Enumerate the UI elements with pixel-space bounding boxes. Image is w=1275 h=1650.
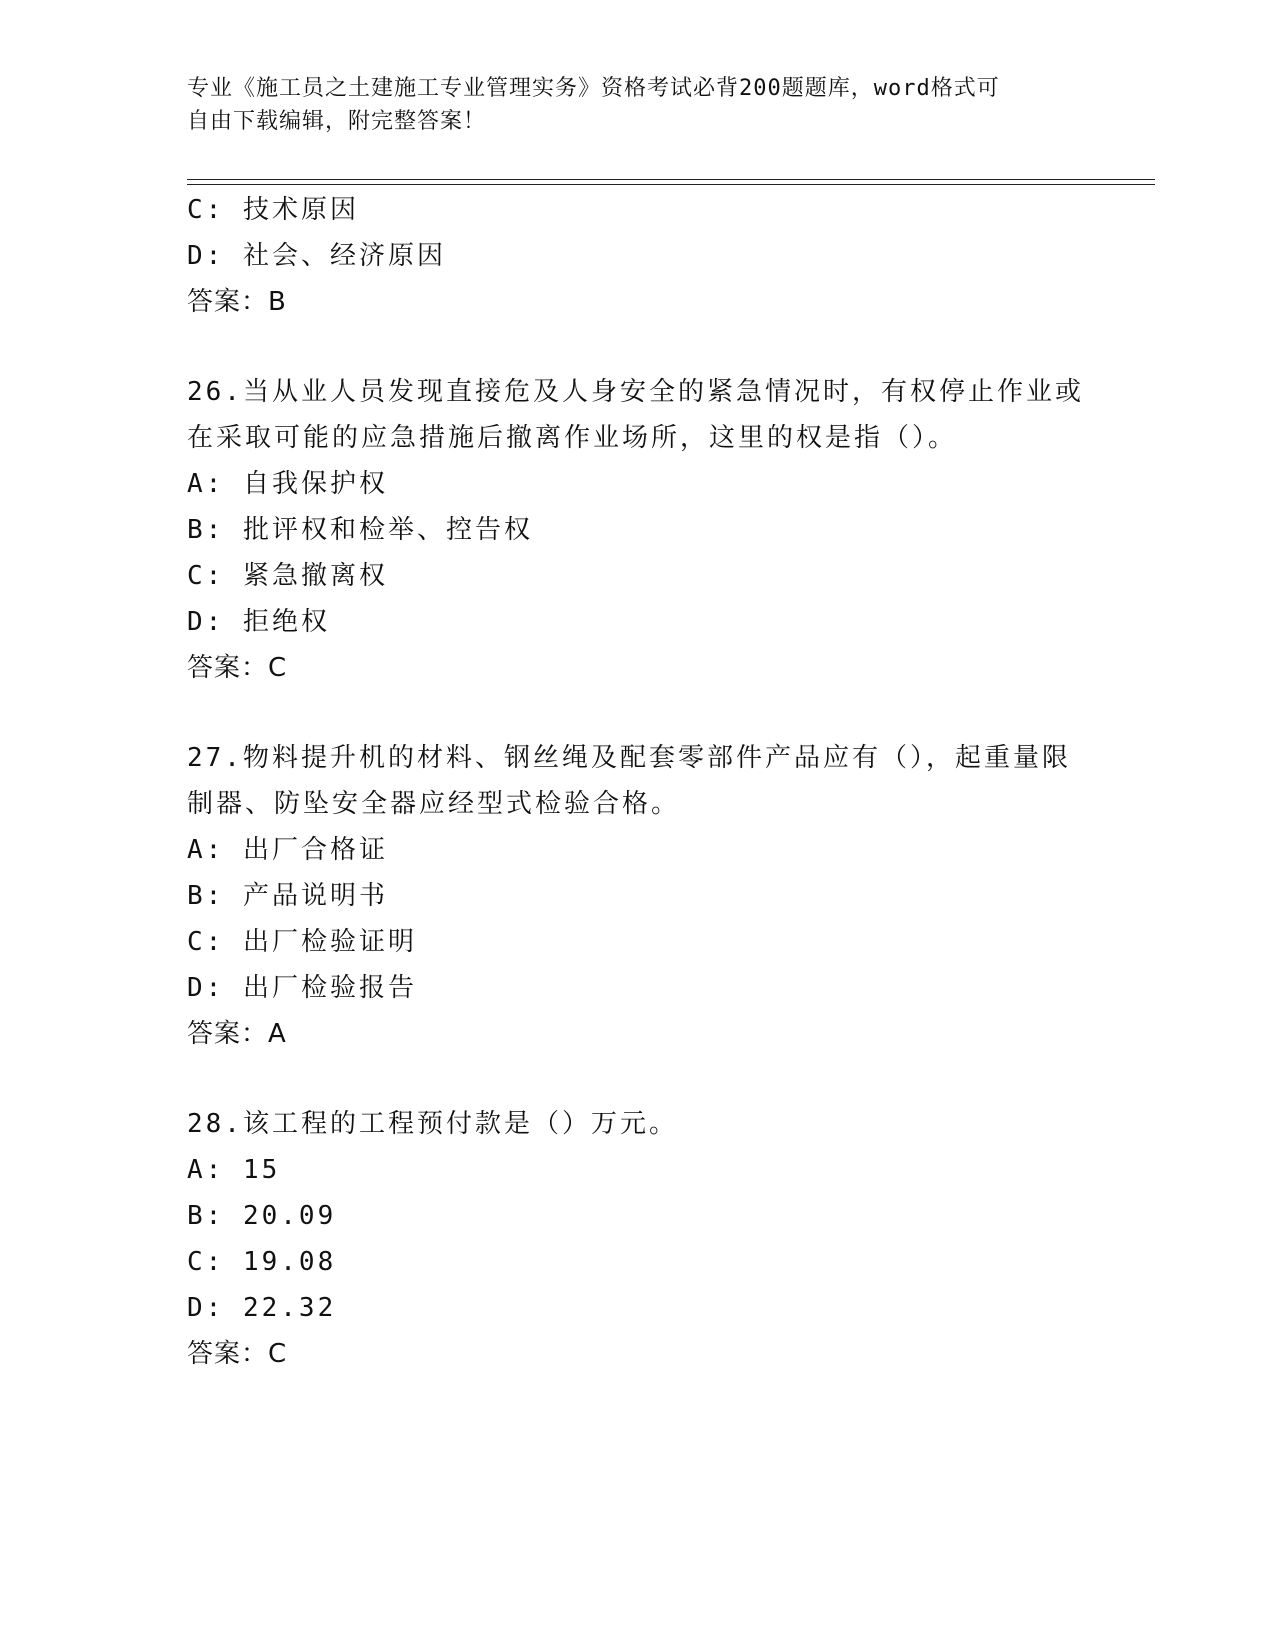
spacer [187, 325, 1087, 369]
header-divider-bottom [187, 184, 1155, 185]
option-a: A: 自我保护权 [187, 469, 388, 499]
option-d: D: 出厂检验报告 [187, 973, 417, 1003]
header-title-line-2: 自由下载编辑，附完整答案！ [187, 109, 487, 134]
header-title-line-1: 专业《施工员之土建施工专业管理实务》资格考试必背200题题库，word格式可 [187, 76, 1000, 101]
option-c: C: 技术原因 [187, 195, 359, 225]
question-stem-line: 27.物料提升机的材料、钢丝绳及配套零部件产品应有（），起重量限 [187, 743, 1071, 773]
option-c: C: 19.08 [187, 1247, 337, 1277]
answer-line: 答案：C [187, 1339, 288, 1369]
answer-line: 答案：A [187, 1019, 287, 1049]
option-c: C: 紧急撤离权 [187, 561, 388, 591]
question-25-continuation [187, 187, 1087, 325]
header-divider-top [187, 179, 1155, 180]
option-b: B: 批评权和检举、控告权 [187, 515, 533, 545]
question-27 [187, 735, 1087, 1057]
option-a: A: 15 [187, 1155, 281, 1185]
answer-line: 答案：C [187, 653, 288, 683]
option-d: D: 社会、经济原因 [187, 241, 446, 271]
answer-line: 答案：B [187, 287, 287, 317]
question-content [187, 187, 1087, 1377]
option-c: C: 出厂检验证明 [187, 927, 417, 957]
option-a: A: 出厂合格证 [187, 835, 388, 865]
spacer [187, 691, 1087, 735]
spacer [187, 1057, 1087, 1101]
option-d: D: 22.32 [187, 1293, 337, 1323]
question-stem-line: 制器、防坠安全器应经型式检验合格。 [187, 789, 681, 819]
option-d: D: 拒绝权 [187, 607, 330, 637]
question-stem-line: 在采取可能的应急措施后撤离作业场所，这里的权是指（）。 [187, 423, 958, 453]
document-header [187, 72, 1067, 138]
option-b: B: 产品说明书 [187, 881, 388, 911]
question-stem-line: 26.当从业人员发现直接危及人身安全的紧急情况时，有权停止作业或 [187, 377, 1084, 407]
question-28 [187, 1101, 1087, 1377]
question-stem-line: 28.该工程的工程预付款是（）万元。 [187, 1109, 678, 1139]
option-b: B: 20.09 [187, 1201, 337, 1231]
question-26 [187, 369, 1087, 691]
